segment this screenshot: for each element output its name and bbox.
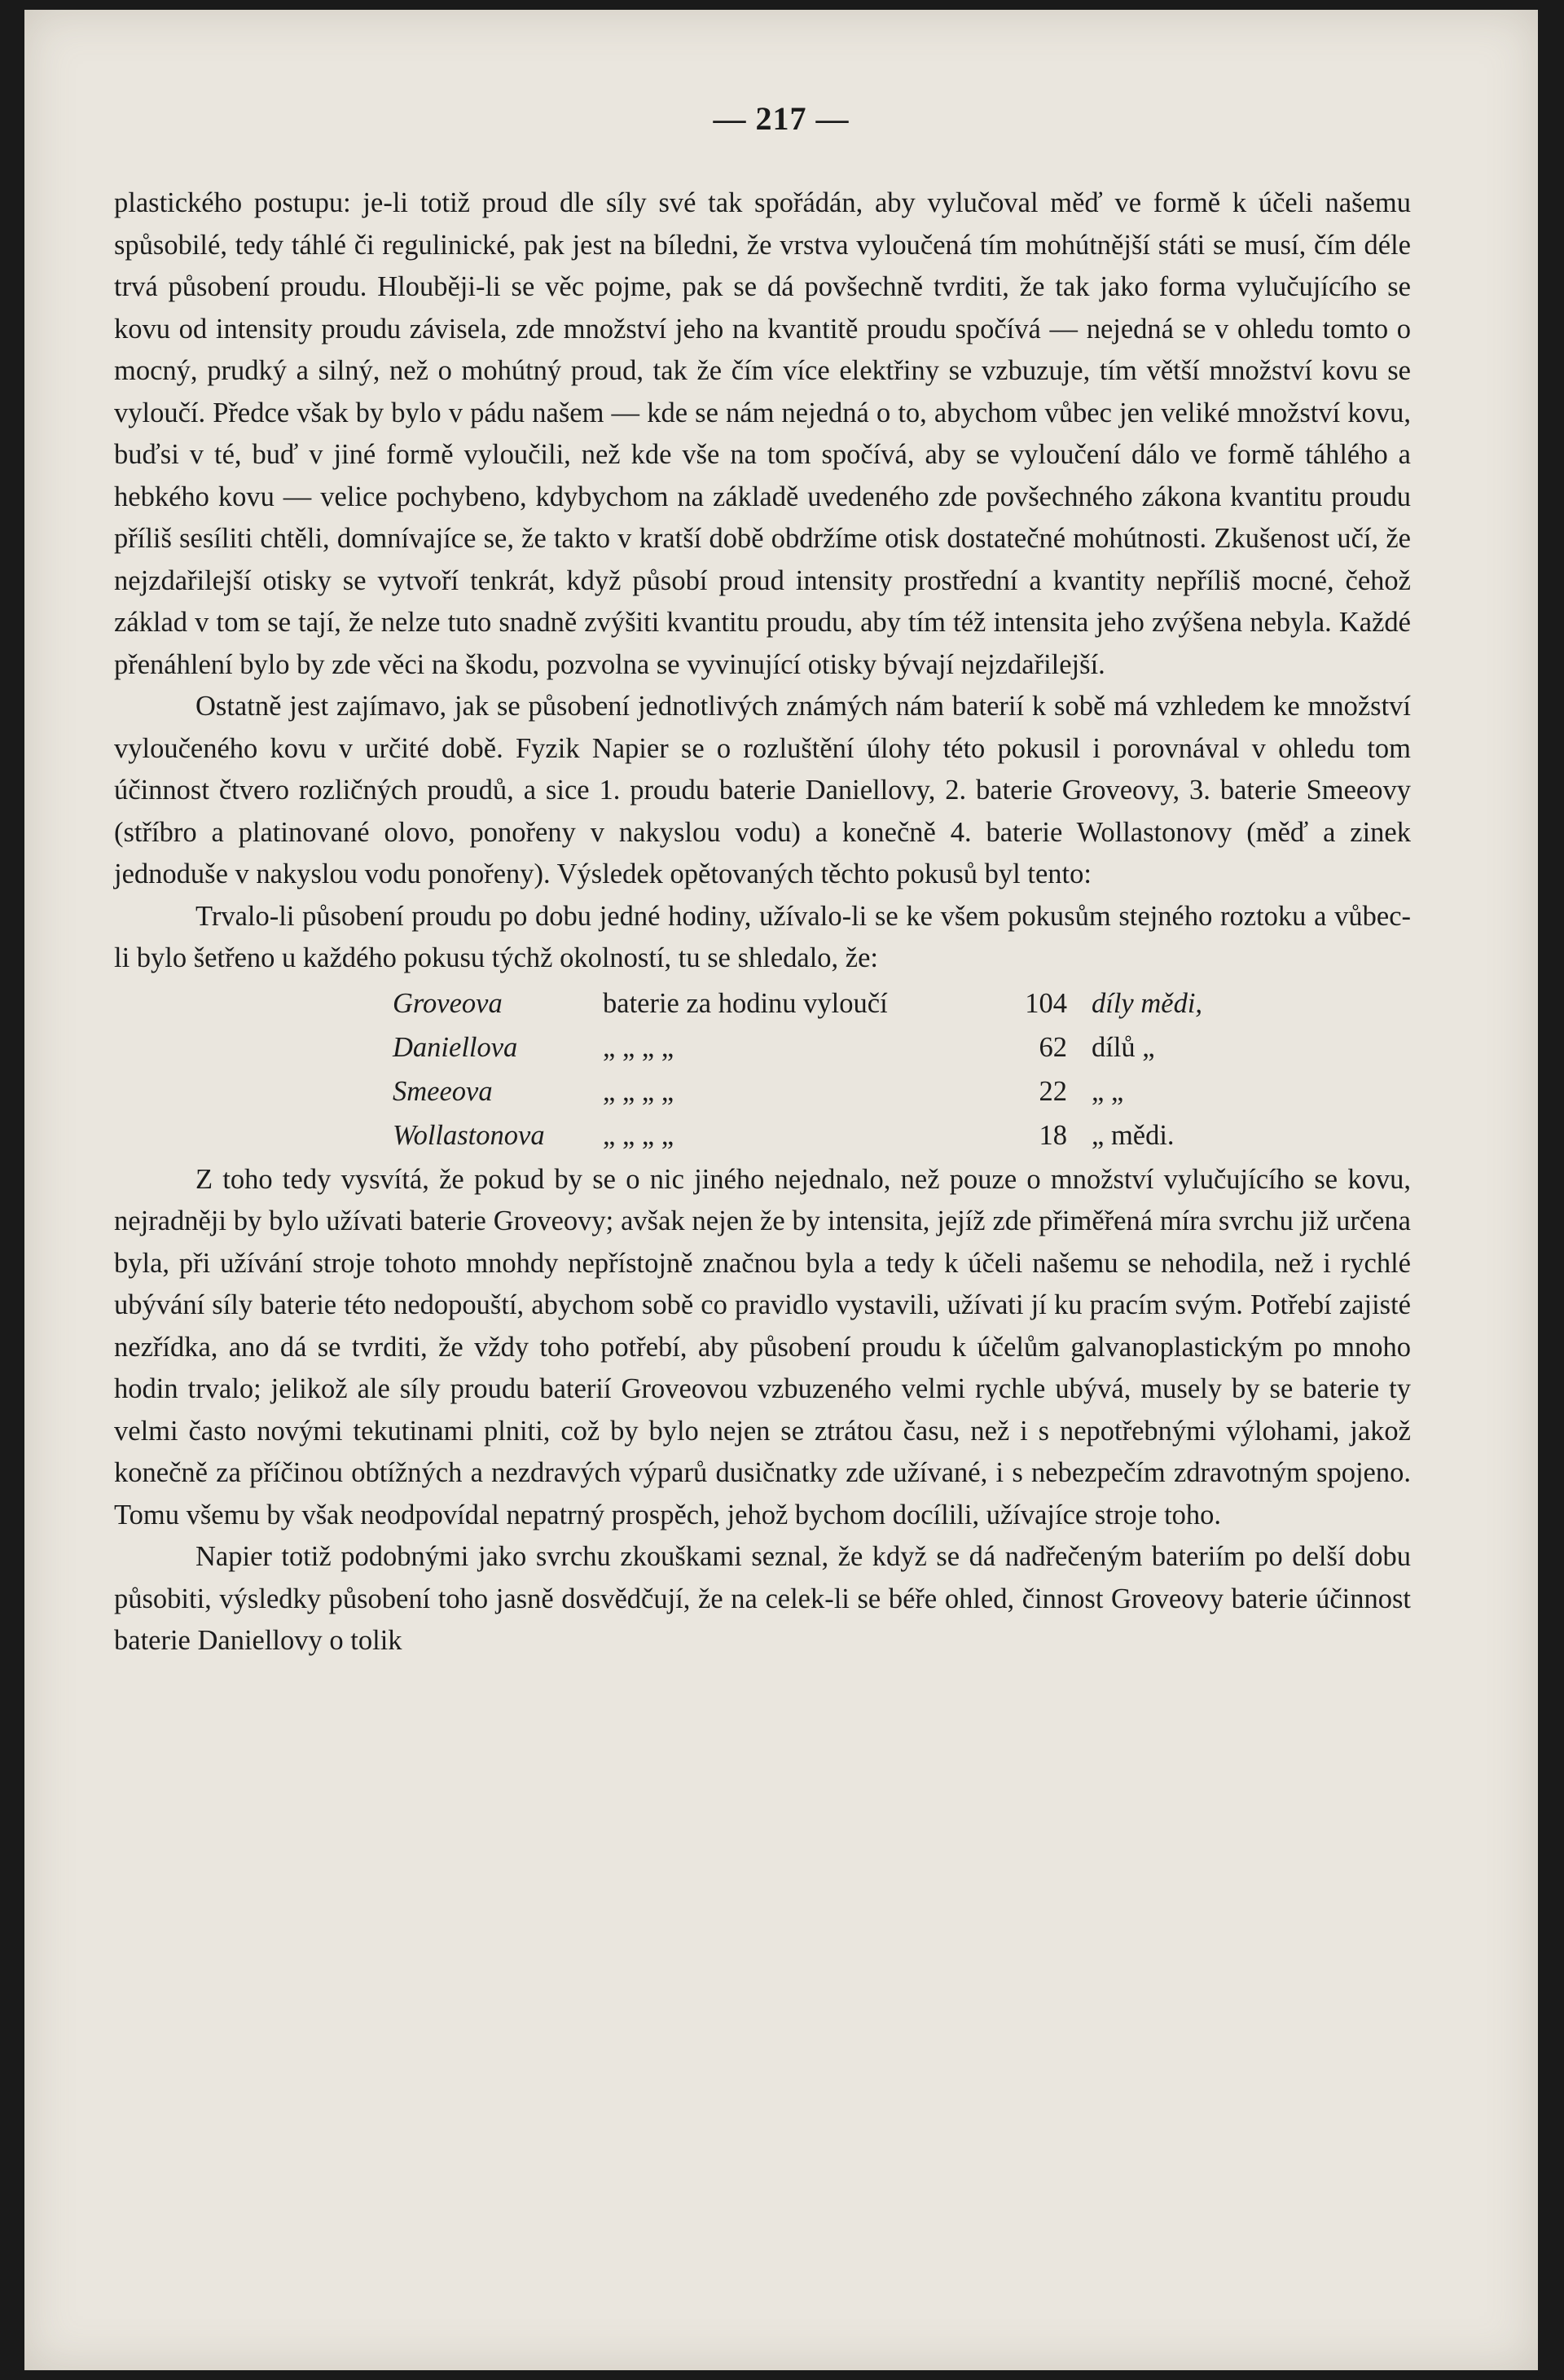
copper-amount: 22 [1039,1075,1067,1107]
paragraph-4: Z toho tedy vysvítá, že pokud by se o nic jiného nejednalo, než pouze o množství vylučujícího se kovu, nejradněji by bylo užívati baterie Groveovy; avšak nejen že by intensita, jejíž zde přiměřená míra svrchu již určena byla, při užívání stroje tohoto mnohdy nepřístojně značnou byla a tedy k účeli našemu se nehodila, než i rychlé ubývání síly baterie této nedopouští, abychom sobě co pravidlo vystavili, užívati jí ku pracím svým. Potřebí zajisté nezřídka, ano dá se tvrditi, že vždy toho potřebí, aby působení proudu k účelům galvanoplastickým po mnoho hodin trvalo; jelikož ale síly proudu baterií Groveovou vzbuzeného velmi rychle ubývá, musely by se baterie ty velmi často novými tekutinami plniti, což by bylo nejen se ztrátou času, než i s nepotřebnými výlohami, jakož konečně za příčinou obtížných a nezdravých výparů dusičnatky zde užívané, i s nebezpečím zdravotným spojeno. Tomu všemu by však neodpovídal nepatrný prospěch, jehož bychom docílili, užívajíce stroje toho. [114,1163,1411,1530]
battery-name: Wollastonova [393,1119,545,1151]
battery-name: Smeeova [393,1075,493,1107]
table-row [114,1113,1411,1157]
result-description: „ „ „ „ [603,1031,674,1063]
result-description: baterie za hodinu vyloučí [603,987,888,1019]
amount-unit: „ „ [1092,1075,1124,1107]
battery-results-table [114,981,1411,1157]
copper-amount: 62 [1039,1031,1067,1063]
copper-amount: 104 [1025,987,1067,1019]
page-number: — 217 — [713,100,850,137]
battery-name: Daniellova [393,1031,518,1063]
result-description: „ „ „ „ [603,1119,674,1151]
paragraph-1: plastického postupu: je-li totiž proud dle síly své tak spořádán, aby vylučoval měď ve formě k účeli našemu spůsobilé, tedy táhlé či regulinické, pak jest na bíledni, že vrstva vyloučená tím mohútnější státi se musí, čím déle trvá působení proudu. Hlouběji-li se věc pojme, pak se dá povšechně tvrditi, že tak jako forma vylučujícího se kovu od intensity proudu závisela, zde množství jeho na kvantitě proudu spočívá — nejedná se v ohledu tomto o mocný, prudký a silný, než o mohútný proud, tak že čím více elektřiny se vzbuzuje, tím větší množství kovu se vyloučí. Předce však by bylo v pádu našem — kde se nám nejedná o to, abychom vůbec jen veliké množství kovu, buďsi v té, buď v jiné formě vyloučili, než kde vše na tom spočívá, aby se vyloučení dálo ve formě táhlého a hebkého kovu — velice pochybeno, kdybychom na základě uvedeného zde povšechného zákona kvantitu proudu příliš sesíliti chtěli, domnívajíce se, že takto v kratší době obdržíme otisk dostatečné mohútnosti. Zkušenost učí, že nejzdařilejší otisky se vytvoří tenkrát, když působí proud intensity prostřední a kvantity nepříliš mocné, čehož základ v tom se tají, že nelze tuto snadně zvýšiti kvantitu proudu, aby tím též intensita jeho zvýšena nebyla. Každé přenáhlení bylo by zde věci na škodu, pozvolna se vyvinující otisky bývají nejzdařilejší. [114,187,1411,680]
paragraph-5: Napier totiž podobnými jako svrchu zkouškami seznal, že když se dá nadřečeným bateriím po delší dobu působiti, výsledky působení toho jasně dosvědčují, že na celek-li se béře ohled, činnost Groveovy baterie účinnost baterie Daniellovy o tolik [114,1541,1411,1656]
battery-name: Groveova [393,987,503,1019]
amount-unit: dílů „ [1092,1031,1155,1063]
result-description: „ „ „ „ [603,1075,674,1107]
table-row [114,981,1411,1025]
amount-unit: „ mědi. [1092,1119,1175,1151]
body-text [114,182,1411,1662]
table-row [114,1069,1411,1113]
paragraph-3: Trvalo-li působení proudu po dobu jedné hodiny, užívalo-li se ke všem pokusům stejného roztoku a vůbec-li bylo šetřeno u každého pokusu týchž okolností, tu se shledalo, že: [114,900,1411,973]
copper-amount: 18 [1039,1119,1067,1151]
table-row [114,1025,1411,1069]
paragraph-2: Ostatně jest zajímavo, jak se působení jednotlivých známých nám baterií k sobě má vzhledem ke množství vyloučeného kovu v určité době. Fyzik Napier se o rozluštění úlohy této pokusil i porovnával v ohledu tom účinnost čtvero rozličných proudů, a sice 1. proudu baterie Daniellovy, 2. baterie Groveovy, 3. baterie Smeeovy (stříbro a platinované olovo, ponořeny v nakyslou vodu) a konečně 4. baterie Wollastonovy (měď a zinek jednoduše v nakyslou vodu ponořeny). Výsledek opětovaných těchto pokusů byl tento: [114,691,1411,889]
amount-unit: díly mědi, [1092,987,1203,1019]
book-page [24,10,1538,2370]
